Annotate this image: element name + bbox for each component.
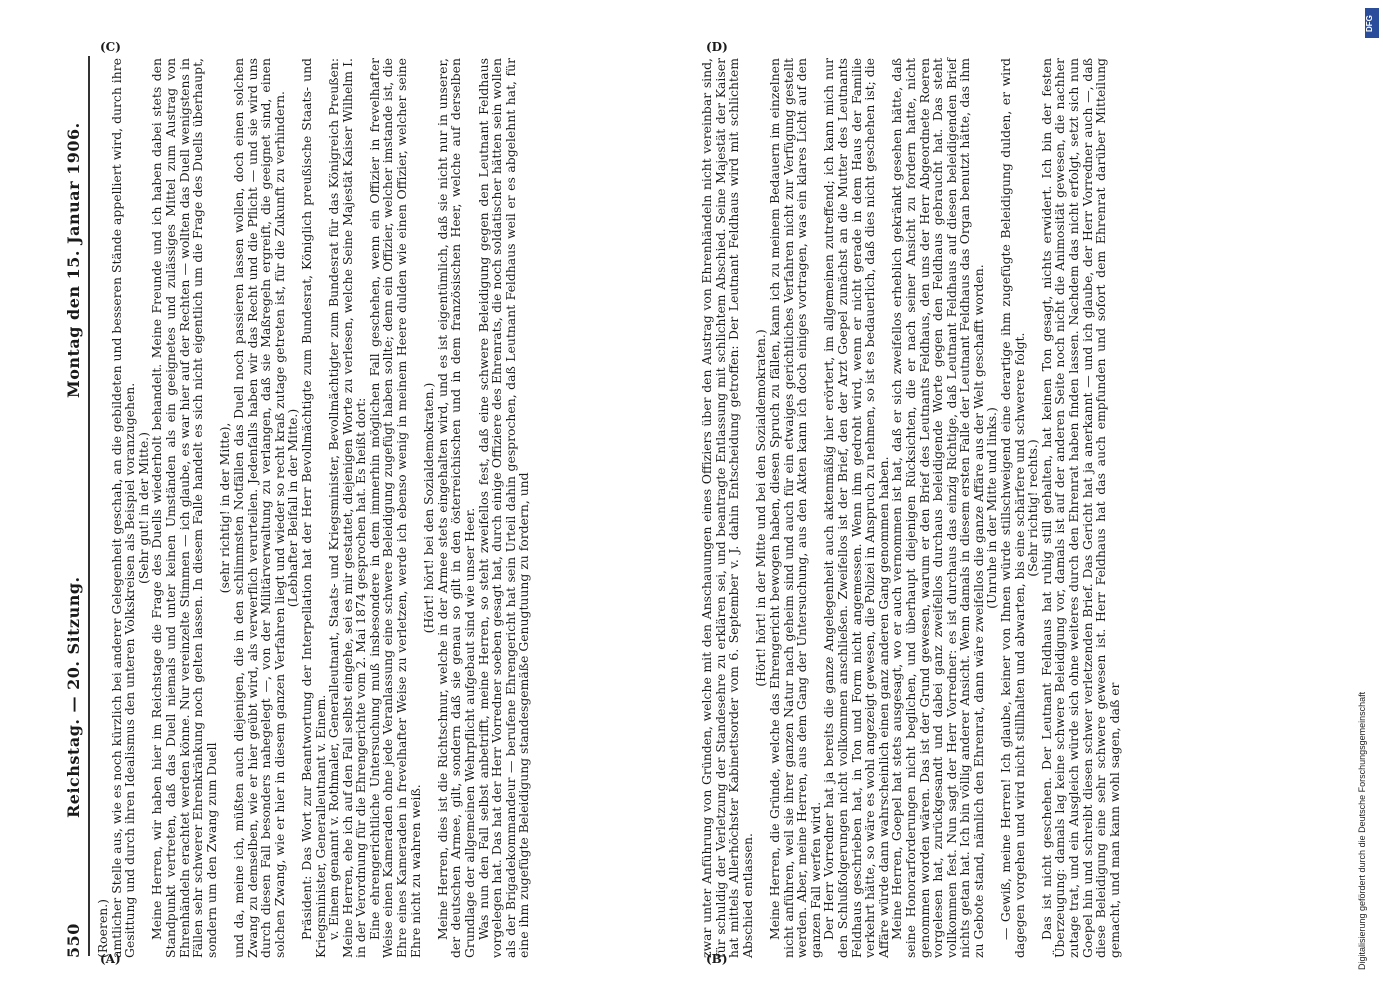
running-header: [64, 58, 88, 958]
margin-marker-b: (B): [706, 952, 728, 966]
paragraph: Meine Herren, wir haben hier im Reichstage die Frage des Duells wiederholt behandelt. Meine Freunde und ich haben dabei stets den Standpunkt vertreten, daß das Duell niemals und unter keinen Umständen als ein geeignetes und zulässiges Mittel zum Austrag von Ehrenhändeln erachtet werden könne. Nur vereinzelte Stimmen — ich glaube, es war hier auf der Rechten — wollten das Duell wenigstens in Fällen sehr schwerer Ehrenkränkung noch gelten lassen. In diesem Falle handelt es sich nicht eigentlich um die Frage des Duells überhaupt, sondern um den Zwang zum Duell: [149, 58, 219, 958]
minister-paragraph: v. Einem genannt v. Rothmaler, Generalleutnant, Staats- und Kriegsminister, Bevollmächtigter zum Bundesrat für das Königreich Preußen: Meine Herren, ehe ich auf den Fall selbst eingehe, sei es mir gestattet, diejenigen Worte zu verlesen, welche Seine Majestät Kaiser Wilhelm I. in der Verordnung für die Ehrengerichte vom 2. Mai 1874 gesprochen hat. Es heißt dort:: [326, 58, 369, 958]
paragraph: Der Herr Vorredner hat ja bereits die ganze Angelegenheit auch aktenmäßig hier erörtert, im allgemeinen zutreffend; ich kann mich nur den Schlußfolgerungen nicht vollkommen anschließen. Zweifellos ist der Brief, den der Arzt Goepel zunächst an die Mutter des Leutnants Feldhaus geschrieben hat, in Ton und Form nicht angemessen. Wenn ihm gedroht wird, wenn er nicht gerade in dem Haus der Familie verkehrt hätte, so wäre es wohl angezeigt gewesen, die Polizei in Anspruch zu nehmen, so ist es bedauerlich, daß dies nicht geschehen ist; die Affäre würde dann wahrscheinlich einen ganz anderen Gang genommen haben.: [821, 58, 891, 958]
header-rule: [88, 56, 90, 956]
interjection: (Hört! hört! bei den Sozialdemokraten.): [421, 382, 437, 634]
paragraph: zwar unter Anführung von Gründen, welche mit den Anschauungen eines Offiziers über den Austrag von Ehrenhändeln nicht vereinbar sind, für schuldig der Verletzung der Standesehre zu erklären sei, und beantragte Entlassung mit schlichtem Abschied. Seine Majestät der Kaiser hat mittels Allerhöchster Kabinettsorder vom 6. September v. J. dahin Entscheidung getroffen: Der Leutnant Feldhaus wird mit schlichtem Abschied entlassen.: [699, 58, 755, 958]
paragraph: und da, meine ich, müßten auch diejenigen, die in den schlimmsten Notfällen das Duell noch passieren lassen wollen, doch einen solchen Zwang zu demselben, wie er hier geübt wird, als verwerflich verurteilen. Jedenfalls haben wir das Recht und die Pflicht — und sie wird uns durch diesen Fall besonders nahegelegt —, von der Militärverwaltung zu verlangen, daß sie Maßregeln ergreift, die geeignet sind, einen solchen Zwang, wie er hier in diesem ganzen Verfahren liegt und wieder so recht kraß zutage getreten ist, für die Zukunft zu verhindern.: [230, 58, 287, 958]
interjection: (Lebhafter Beifall in der Mitte.): [285, 408, 301, 608]
session-title: Reichstag. — 20. Sitzung.: [64, 576, 83, 818]
right-column: [700, 58, 1340, 958]
interjection: (Unruhe in der Mitte und links.): [984, 407, 1000, 609]
quotation: Eine ehrengerichtliche Untersuchung muß insbesondere in dem immerhin möglichen Fall geschehen, wenn ein Offizier in frevelhafter Weise einen Kameraden ohne jede Veranlassung eine schwere Beleidigung zugefügt haben sollte; denn ein Offizier, welcher imstande ist, die Ehre eines Kameraden in frevelhafter Weise zu verletzen, werde ich ebenso wenig in meinem Heere dulden wie einen Offizier, welcher seine Ehre nicht zu wahren weiß.: [366, 58, 423, 958]
paragraph: Das ist nicht geschehen. Der Leutnant Feldhaus hat ruhig still gehalten, hat keinen Ton gesagt, nichts erwidert. Ich bin der festen Überzeugung: damals lag keine schwere Beleidigung vor, damals ist auf der anderen Seite noch nicht die Animosität gewesen, die nachher zutage trat, und ein Ausgleich würde sich ohne weiteres durch den Ehrenrat haben finden lassen. Nachdem das nicht erfolgt, setzt sich nun Goepel hin und schreibt diesen schwer verletzenden Brief. Das Gericht hat ja anerkannt — und ich glaube, der Herr Vorredner auch —, daß diese Beleidigung eine sehr schwere gewesen ist. Herr Feldhaus hat das auch empfunden und sofort dem Ehrenrat darüber Mitteilung gemacht, und man kann wohl sagen, daß er: [1038, 58, 1122, 958]
digitization-credit: [1357, 10, 1377, 990]
interjection: (sehr richtig! in der Mitte),: [217, 422, 233, 594]
paragraph: Meine Herren, Goepel hat stets ausgesagt, wo er auch vernommen ist hat, daß er sich zweifellos erheblich gekränkt gesehen hätte, daß seine Honorarforderungen nicht beglichen, und überhaupt diejenigen Rücksichten, die er nach seiner Ansicht zu fordern hatte, nicht genommen worden wären. Das ist der Grund gewesen, warum er den Brief des Leutnants Feldhaus, den uns der Herr Abgeordnete Roeren vorgelesen hat, zurückgesandt und dabei ganz zweifellos durchaus beleidigende Worte gegen den Feldhaus gebraucht hat. Das steht vollkommen fest. Nun sagt der Herr Vorredner: es ist durchaus das einzig Richtige, daß Leutnant Feldhaus auf diesen beleidigenden Brief nichts getan hat. Ich bin völlig anderer Ansicht. Wenn damals in diesem ersten Falle der Leutnant Feldhaus das Organ benutzt hätte, das ihm zu Gebote stand, nämlich den Ehrenrat, dann wäre zweifellos die ganze Affäre aus der Welt geschafft worden.: [889, 58, 986, 958]
paragraph: amtlicher Stelle aus, wie es noch kürzlich bei anderer Gelegenheit geschah, an die gebildeten und besseren Stände appelliert wird, durch ihre Gesittung und durch ihren Idealismus den unteren Volkskreisen als Beispiel voranzugehen.: [108, 58, 138, 958]
credit-text: Digitalisierung gefördert durch die Deutsche Forschungsgemeinschaft: [1357, 691, 1367, 970]
interjection: (Sehr gut! in der Mitte.): [135, 431, 151, 585]
margin-marker-d: (D): [706, 40, 728, 54]
dfg-logo-text: DFG: [1365, 15, 1374, 32]
interjection: (Hört! hört! in der Mitte und bei den Sozialdemokraten.): [753, 329, 769, 687]
president-paragraph: Präsident: Das Wort zur Beantwortung der Interpellation hat der Herr Bevollmächtigte zum Bundesrat, Königlich preußische Staats- und Kriegsminister, Generalleutnant v. Einem.: [298, 58, 328, 958]
paragraph: Was nun den Fall selbst anbetrifft, meine Herren, so steht zweifellos fest, daß eine schwere Beleidigung gegen den Leutnant Feldhaus vorgelegen hat. Das hat der Herr Vorredner soeben gesagt hat, durch einige Offiziere des Ehrenrats, die noch soldatischer hätten sein wollen als der Brigadekommandeur — berufene Ehrengericht hat sein Urteil dahin gesprochen, daß Leutnant Feldhaus weil er es abgelehnt hat, für eine ihm zugefügte Beleidigung standesgemäße Genugtuung zu fordern, und: [475, 58, 532, 958]
margin-marker-c: (C): [100, 40, 121, 54]
paragraph: — Gewiß, meine Herren! Ich glaube, keiner von Ihnen würde stillschweigend eine derartige ihm zugefügte Beleidigung dulden, er wird dagegen vorgehen und wird nicht stillhalten und abwarten, bis eine schärfere und schwerere folgt.: [998, 58, 1027, 958]
interjection: (Sehr richtig! rechts.): [1025, 439, 1041, 577]
session-date: Montag den 15. Januar 1906.: [64, 122, 83, 398]
paragraph: Meine Herren, dies ist die Richtschnur, welche in der Armee stets eingehalten wird, und es ist eigentümlich, daß sie nicht nur in unserer, der deutschen Armee, gilt, sondern daß sie genau so gilt in den österreichischen und in dem französischen Heer, welche auf derselben Grundlage der allgemeinen Wehrpflicht aufgebaut sind wie unser Heer.: [434, 58, 478, 958]
speaker-note: (Roeren.): [95, 899, 110, 958]
margin-marker-a: (A): [100, 952, 121, 966]
page-number: 550: [64, 923, 83, 958]
paragraph: Meine Herren, die Gründe, welche das Ehrengericht bewogen haben, diesen Spruch zu fällen, kann ich zu meinem Bedauern im einzelnen nicht anführen, weil sie ihrer ganzen Natur nach geheim sind und auch für ein etwaiges gerichtliches Verfahren nicht zur Verfügung gestellt werden. Aber, meine Herren, aus dem Gang der Untersuchung, aus den Akten kann ich doch einiges vortragen, was ein klares Licht auf den ganzen Fall werfen wird.: [766, 58, 823, 958]
left-column: [96, 58, 736, 958]
